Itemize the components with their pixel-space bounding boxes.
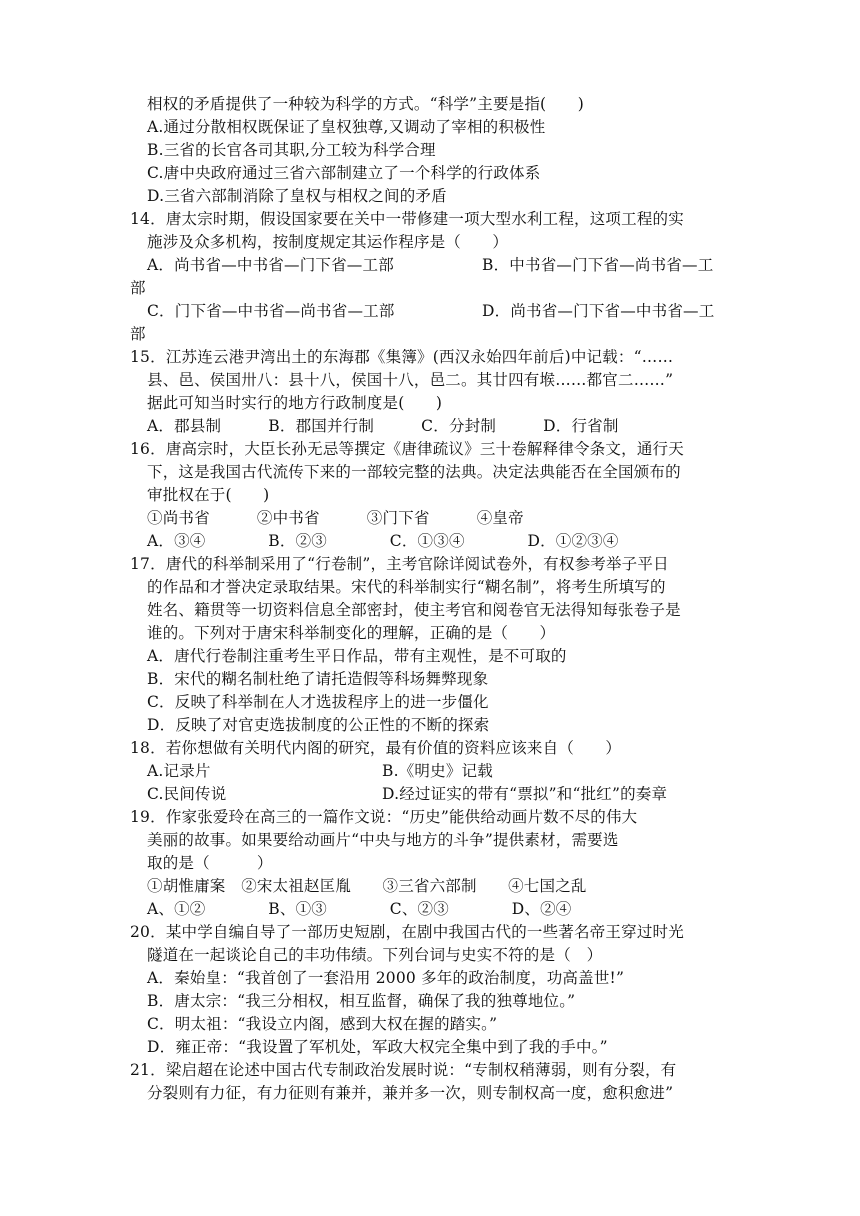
text-line-content: 隧道在一起谈论自己的丰功伟绩。下列台词与史实不符的是（ ） <box>147 946 603 964</box>
text-line-content: C．门下省—中书省—尚书省—工部 <box>147 302 395 320</box>
text-line-content: A．唐代行卷制注重考生平日作品，带有主观性，是不可取的 <box>147 647 567 665</box>
text-line-content: B.三省的长官各司其职,分工较为科学合理 <box>147 141 436 159</box>
text-line <box>147 829 619 851</box>
text-line-content: 美丽的故事。如果要给动画片“中央与地方的斗争”提供素材，需要选 <box>147 831 619 849</box>
text-line <box>130 921 684 943</box>
text-line-content: 取的是（ ） <box>147 854 273 872</box>
text-line-content: 施涉及众多机构，按制度规定其运作程序是（ ） <box>147 233 509 251</box>
text-line-content: 审批权在于( ) <box>147 486 270 504</box>
text-line <box>147 875 587 897</box>
text-line <box>147 93 584 115</box>
text-line <box>147 576 666 598</box>
text-line-content: 21．梁启超在论述中国古代专制政治发展时说：“专制权稍薄弱，则有分裂，有 <box>130 1061 677 1079</box>
text-line-content: ①尚书省 ②中书省 ③门下省 ④皇帝 <box>147 509 524 527</box>
text-line-content: ①胡惟庸案 ②宋太祖赵匡胤 ③三省六部制 ④七国之乱 <box>147 877 587 895</box>
text-line-content: 16．唐高宗时，大臣长孙无忌等撰定《唐律疏议》三十卷解释律令条文，通行天 <box>130 440 684 458</box>
text-line-content: 下，这是我国古代流传下来的一部较完整的法典。决定法典能否在全国颁布的 <box>147 463 681 481</box>
text-line-content: A．③④ B．②③ C．①③④ D．①②③④ <box>147 532 619 550</box>
text-line <box>130 323 146 345</box>
text-line-content: D.三省六部制消除了皇权与相权之间的矛盾 <box>147 187 447 205</box>
text-line <box>147 507 524 529</box>
text-line-second-column: B.《明史》记载 <box>382 762 493 780</box>
text-line <box>147 714 489 736</box>
text-line-content: C.唐中央政府通过三省六部制建立了一个科学的行政体系 <box>147 164 541 182</box>
text-line <box>130 438 684 460</box>
text-line-content: C.民间传说 <box>147 785 227 803</box>
text-line-content: B．宋代的糊名制杜绝了请托造假等科场舞弊现象 <box>147 670 489 688</box>
text-line-second-column: B．中书省—门下省—尚书省—工 <box>482 256 714 274</box>
text-line <box>147 645 567 667</box>
text-line-content: A.通过分散相权既保证了皇权独尊,又调动了宰相的积极性 <box>147 118 546 136</box>
text-line <box>147 898 571 920</box>
text-line-content: D．雍正帝：“我设置了军机处，军政大权完全集中到了我的手中。” <box>147 1038 608 1056</box>
text-line-content: 谁的。下列对于唐宋科举制变化的理解，正确的是（ ） <box>147 624 556 642</box>
text-line-second-column: D．尚书省—门下省—中书省—工 <box>482 302 715 320</box>
text-line-content: C．明太祖：“我设立内阁，感到大权在握的踏实。” <box>147 1015 498 1033</box>
text-line <box>147 1036 608 1058</box>
text-line <box>147 990 575 1012</box>
text-line <box>147 668 488 690</box>
text-line <box>147 231 508 253</box>
text-line-content: D．反映了对官吏选拔制度的公正性的不断的探索 <box>147 716 490 734</box>
text-line <box>147 691 489 713</box>
text-line <box>147 944 602 966</box>
text-line-content: 县、邑、侯国卅八：县十八，侯国十八，邑二。其廿四有堠……都官二……” <box>147 371 674 389</box>
text-line <box>147 461 681 483</box>
text-line-content: 部 <box>130 279 146 297</box>
text-line <box>147 484 269 506</box>
text-line-content: 18．若你想做有关明代内阁的研究，最有价值的资料应该来自（ ） <box>130 739 622 757</box>
text-line <box>147 392 442 414</box>
text-line <box>147 1013 497 1035</box>
text-line <box>147 254 394 276</box>
text-line <box>147 760 211 782</box>
text-line-content: B．唐太宗：“我三分相权，相互监督，确保了我的独尊地位。” <box>147 992 576 1010</box>
text-line <box>147 162 540 184</box>
text-line-content: A．尚书省—中书省—门下省—工部 <box>147 256 394 274</box>
text-line <box>130 208 684 230</box>
text-line-content: A.记录片 <box>147 762 211 780</box>
text-line <box>130 806 637 828</box>
text-line <box>130 553 669 575</box>
text-line-content: C．反映了科举制在人才选拔程序上的进一步僵化 <box>147 693 489 711</box>
text-line <box>147 530 619 552</box>
text-line <box>147 622 555 644</box>
text-line-content: 的作品和才誉决定录取结果。宋代的科举制实行“糊名制”，将考生所填写的 <box>147 578 666 596</box>
text-line <box>147 116 545 138</box>
text-line <box>147 1082 673 1104</box>
text-line <box>147 300 395 322</box>
text-line <box>130 346 673 368</box>
text-line-content: 姓名、籍贯等一切资料信息全部密封，使主考官和阅卷官无法得知每张卷子是 <box>147 601 681 619</box>
text-line-second-column: D.经过证实的带有“票拟”和“批红”的奏章 <box>382 785 668 803</box>
text-line-content: 14．唐太宗时期，假设国家要在关中一带修建一项大型水利工程，这项工程的实 <box>130 210 684 228</box>
text-line <box>147 185 447 207</box>
text-line-content: 相权的矛盾提供了一种较为科学的方式。“科学”主要是指( ) <box>147 95 584 113</box>
text-line <box>147 369 673 391</box>
text-line-content: 分裂则有力征，有力征则有兼并，兼并多一次，则专制权高一度，愈积愈进” <box>147 1084 674 1102</box>
text-line-content: A．郡县制 B．郡国并行制 C．分封制 D．行省制 <box>147 417 619 435</box>
text-line-content: 部 <box>130 325 146 343</box>
text-line <box>130 277 146 299</box>
text-line <box>147 139 436 161</box>
text-line <box>130 737 621 759</box>
text-line <box>147 599 681 621</box>
text-line <box>147 967 624 989</box>
text-line <box>130 1059 676 1081</box>
text-line <box>147 783 226 805</box>
text-line <box>147 415 619 437</box>
text-line-content: 17．唐代的科举制采用了“行卷制”，主考官除详阅试卷外，有权参考举子平日 <box>130 555 669 573</box>
text-line <box>147 852 273 874</box>
text-line-content: 据此可知当时实行的地方行政制度是( ) <box>147 394 443 412</box>
text-line-content: 20．某中学自编自导了一部历史短剧，在剧中我国古代的一些著名帝王穿过时光 <box>130 923 684 941</box>
text-line-content: A、①② B、①③ C、②③ D、②④ <box>147 900 572 918</box>
text-line-content: 19．作家张爱玲在高三的一篇作文说：“历史”能供给动画片数不尽的伟大 <box>130 808 638 826</box>
text-line-content: 15．江苏连云港尹湾出土的东海郡《集簿》(西汉永始四年前后)中记载：“…… <box>130 348 674 366</box>
text-line-content: A．秦始皇：“我首创了一套沿用 2000 多年的政治制度，功高盖世!” <box>147 969 625 987</box>
